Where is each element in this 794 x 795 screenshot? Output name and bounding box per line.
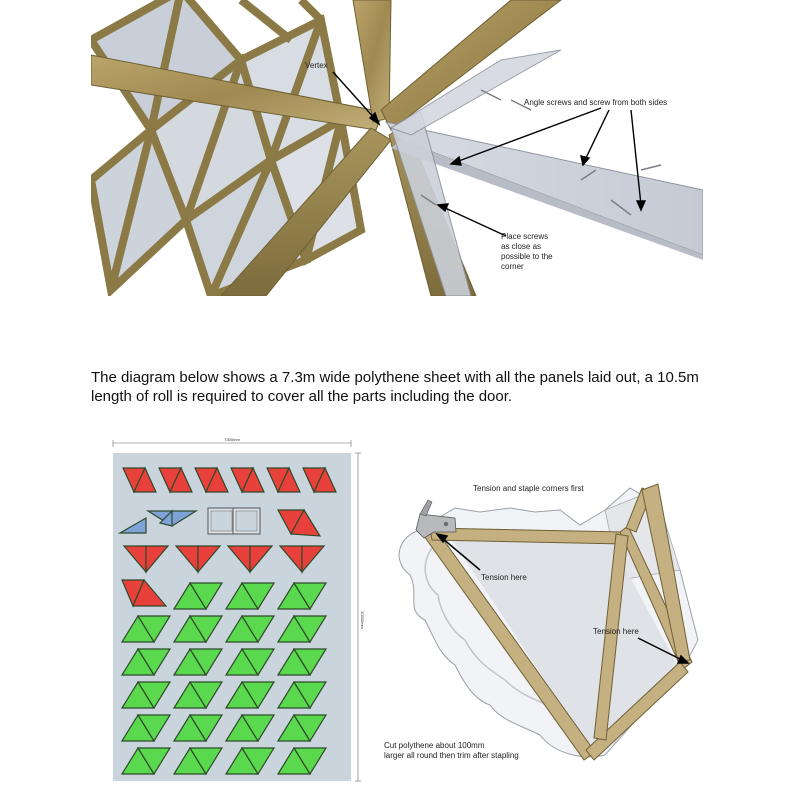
- stapling-title: Tension and staple corners first: [473, 484, 584, 493]
- label-place-screws: [501, 232, 553, 272]
- caption-text: The diagram below shows a 7.3m wide polythene sheet with all the panels laid out, a 10.5m length of roll is required to cover all the parts including the door.: [91, 369, 699, 405]
- vertex-render: [91, 0, 703, 296]
- footer-line-2: larger all round then trim after stapling: [384, 751, 519, 760]
- stapling-diagram: [380, 470, 704, 770]
- label-tension-right: Tension here: [593, 627, 639, 636]
- background-lattice: [91, 0, 361, 296]
- stapling-diagram-svg: [380, 470, 704, 770]
- width-dim-label: 7300mm: [224, 438, 240, 442]
- place-screws-line-2: as close as: [501, 242, 542, 251]
- vertex-render-svg: [91, 0, 703, 296]
- corner-bracket: [416, 500, 456, 538]
- place-screws-line-1: Place screws: [501, 232, 549, 241]
- panel-layout-diagram: [108, 438, 370, 788]
- label-tension-left: Tension here: [481, 573, 527, 582]
- place-screws-line-3: possible to the: [501, 252, 553, 261]
- footer-line-1: Cut polythene about 100mm: [384, 741, 485, 750]
- height-dim-label: 10500mm: [360, 611, 365, 629]
- label-angle-screws: Angle screws and screw from both sides: [524, 98, 668, 107]
- label-vertex: Vertex: [305, 61, 328, 70]
- door-panel: [208, 508, 260, 534]
- place-screws-line-4: corner: [501, 262, 524, 271]
- stapling-footer: [384, 741, 519, 761]
- panel-layout-svg: [108, 438, 370, 788]
